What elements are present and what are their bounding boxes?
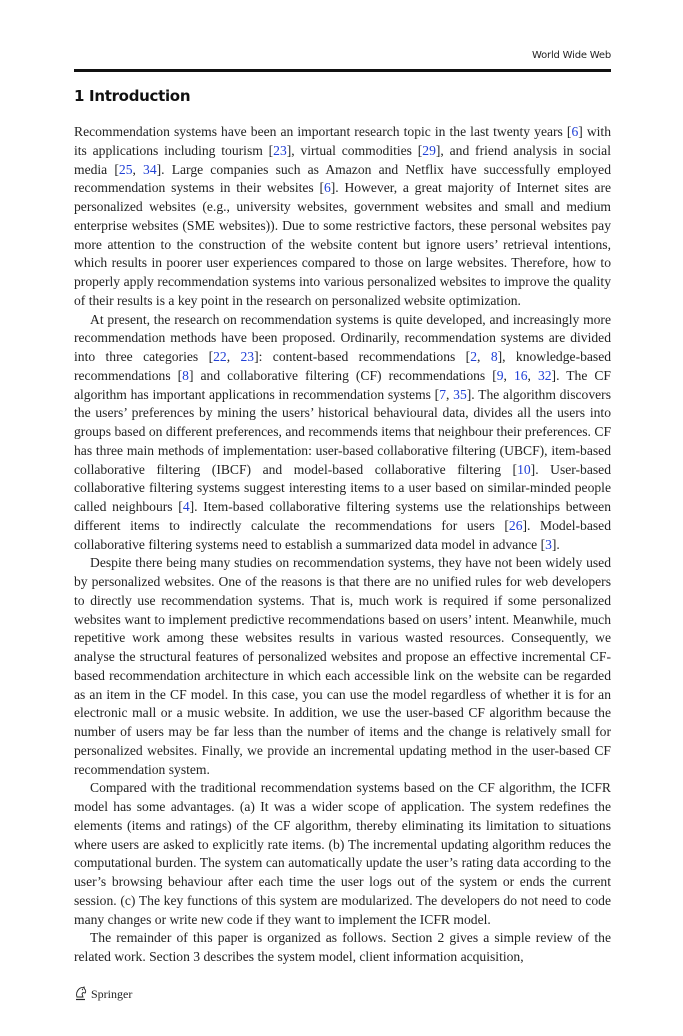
citation-link[interactable]: 23 bbox=[273, 142, 287, 158]
springer-horse-logo-icon bbox=[74, 986, 88, 1002]
paragraph: Compared with the traditional recommendation systems based on the CF algorithm, the ICFR model has some advantages. (a) It was a wider scope of application. The system redefines the elements (items and ratings) of the CF algorithm, thereby eliminating its limitation to situations where users are asked to explicitly rate items. (b) The incremental updating algorithm reduces the computational burden. The system can automatically update the user’s rating data according to the user’s browsing behaviour after each time the user logs out of the system or ends the current session. (c) The key functions of this system are modularized. The developers do not need to code many changes or write new code if they want to implement the ICFR model. bbox=[74, 780, 611, 927]
citation-link[interactable]: 25 bbox=[118, 161, 133, 177]
citation-link[interactable]: 22 bbox=[213, 349, 227, 364]
citation-link[interactable]: 35 bbox=[453, 386, 467, 402]
citation-link[interactable]: 6 bbox=[323, 180, 331, 196]
paragraph: The remainder of this paper is organized as follows. Section 2 gives a simple review of the related work. Section 3 describes the system model, client information acquisition, bbox=[74, 930, 611, 964]
citation-link[interactable]: 7 bbox=[439, 386, 447, 402]
citation-link[interactable]: 4 bbox=[182, 499, 190, 514]
paragraph: At present, the research on recommendation systems is quite developed, and increasingly more recommendation methods have been proposed. Ordinarily, recommendation systems are divided into three categories [22, 23]: content-based recommendations [2, 8], knowledge-based recommendations [8] and collaborative filtering (CF) recommendations [9, 16, 32]. The CF algorithm has important applications in recommendation systems [7, 35]. The algorithm discovers the users’ preferences by mining the users’ historical behavioural data, divides all the users into groups based on different preferences, and recommends items that neighbour their preferences. CF has three main methods of implementation: user-based collaborative filtering (UBCF), item-based collaborative filtering (IBCF) and model-based collaborative filtering [10]. User-based collaborative filtering systems suggest interesting items to a user based on similar-minded people called neighbours [4]. Item-based collaborative filtering systems use the relationships between different items to indirectly calculate the recommendations for users [26]. Model-based collaborative filtering systems need to establish a summarized data model in advance [3]. bbox=[74, 311, 612, 552]
citation-link[interactable]: 26 bbox=[508, 517, 523, 533]
citation-link[interactable]: 10 bbox=[517, 461, 531, 477]
citation-link[interactable]: 29 bbox=[422, 142, 436, 158]
header-rule bbox=[74, 69, 611, 72]
citation-link[interactable]: 34 bbox=[143, 161, 157, 177]
running-head-journal: World Wide Web bbox=[532, 50, 611, 61]
citation-link[interactable]: 8 bbox=[490, 349, 498, 364]
section-title: 1 Introduction bbox=[74, 87, 191, 105]
citation-link[interactable]: 3 bbox=[545, 536, 552, 552]
paragraph: Despite there being many studies on recommendation systems, they have not been widely used by personalized websites. One of the reasons is that there are no unified rules for web developers to directly use recommendation systems. That is, much work is required if some personalized websites want to implement predictive recommendations based on users’ intent. Meanwhile, much repetitive work among these websites results in various wasted resources. Consequently, we analyse the structural features of personalized websites and propose an effective incremental CF-based recommendation architecture in which each accessible link on the website can be regarded as an item in the CF model. In this case, you can use the model regardless of whether it is for an electronic mall or a music website. In addition, we use the user-based CF algorithm because the number of users may be far less than the number of items and the change is relatively small for personalized websites. Finally, we provide an incremental updating method in the user-based CF recommendation system. bbox=[74, 555, 611, 777]
paragraph: Recommendation systems have been an important research topic in the last twenty years [6] with its applications including tourism [23], virtual commodities [29], and friend analysis in social media [25, 34]. Large companies such as Amazon and Netflix have successfully employed recommendation systems in their websites [6]. However, a great majority of Internet sites are personalized websites (e.g., university websites, government websites and small and medium enterprise websites (SME websites)). Due to some restrictive factors, these personal websites pay more attention to the construction of the website content but ignore users’ retrieval intentions, which results in poorer user experiences compared to those on large websites. Therefore, how to properly apply recommendation systems into various personalized websites to improve the quality of their results is a key point in the research on personalized website optimization. bbox=[74, 124, 611, 308]
citation-link[interactable]: 2 bbox=[470, 349, 478, 364]
citation-link[interactable]: 9 bbox=[496, 367, 504, 383]
publisher-footer bbox=[74, 986, 132, 1002]
citation-link[interactable]: 8 bbox=[182, 367, 189, 383]
citation-link[interactable]: 16 bbox=[513, 367, 528, 383]
publisher-name: Springer bbox=[91, 986, 133, 1001]
body-text bbox=[74, 123, 611, 967]
citation-link[interactable]: 32 bbox=[537, 367, 552, 383]
citation-link[interactable]: 6 bbox=[571, 124, 579, 139]
citation-link[interactable]: 23 bbox=[240, 349, 255, 364]
